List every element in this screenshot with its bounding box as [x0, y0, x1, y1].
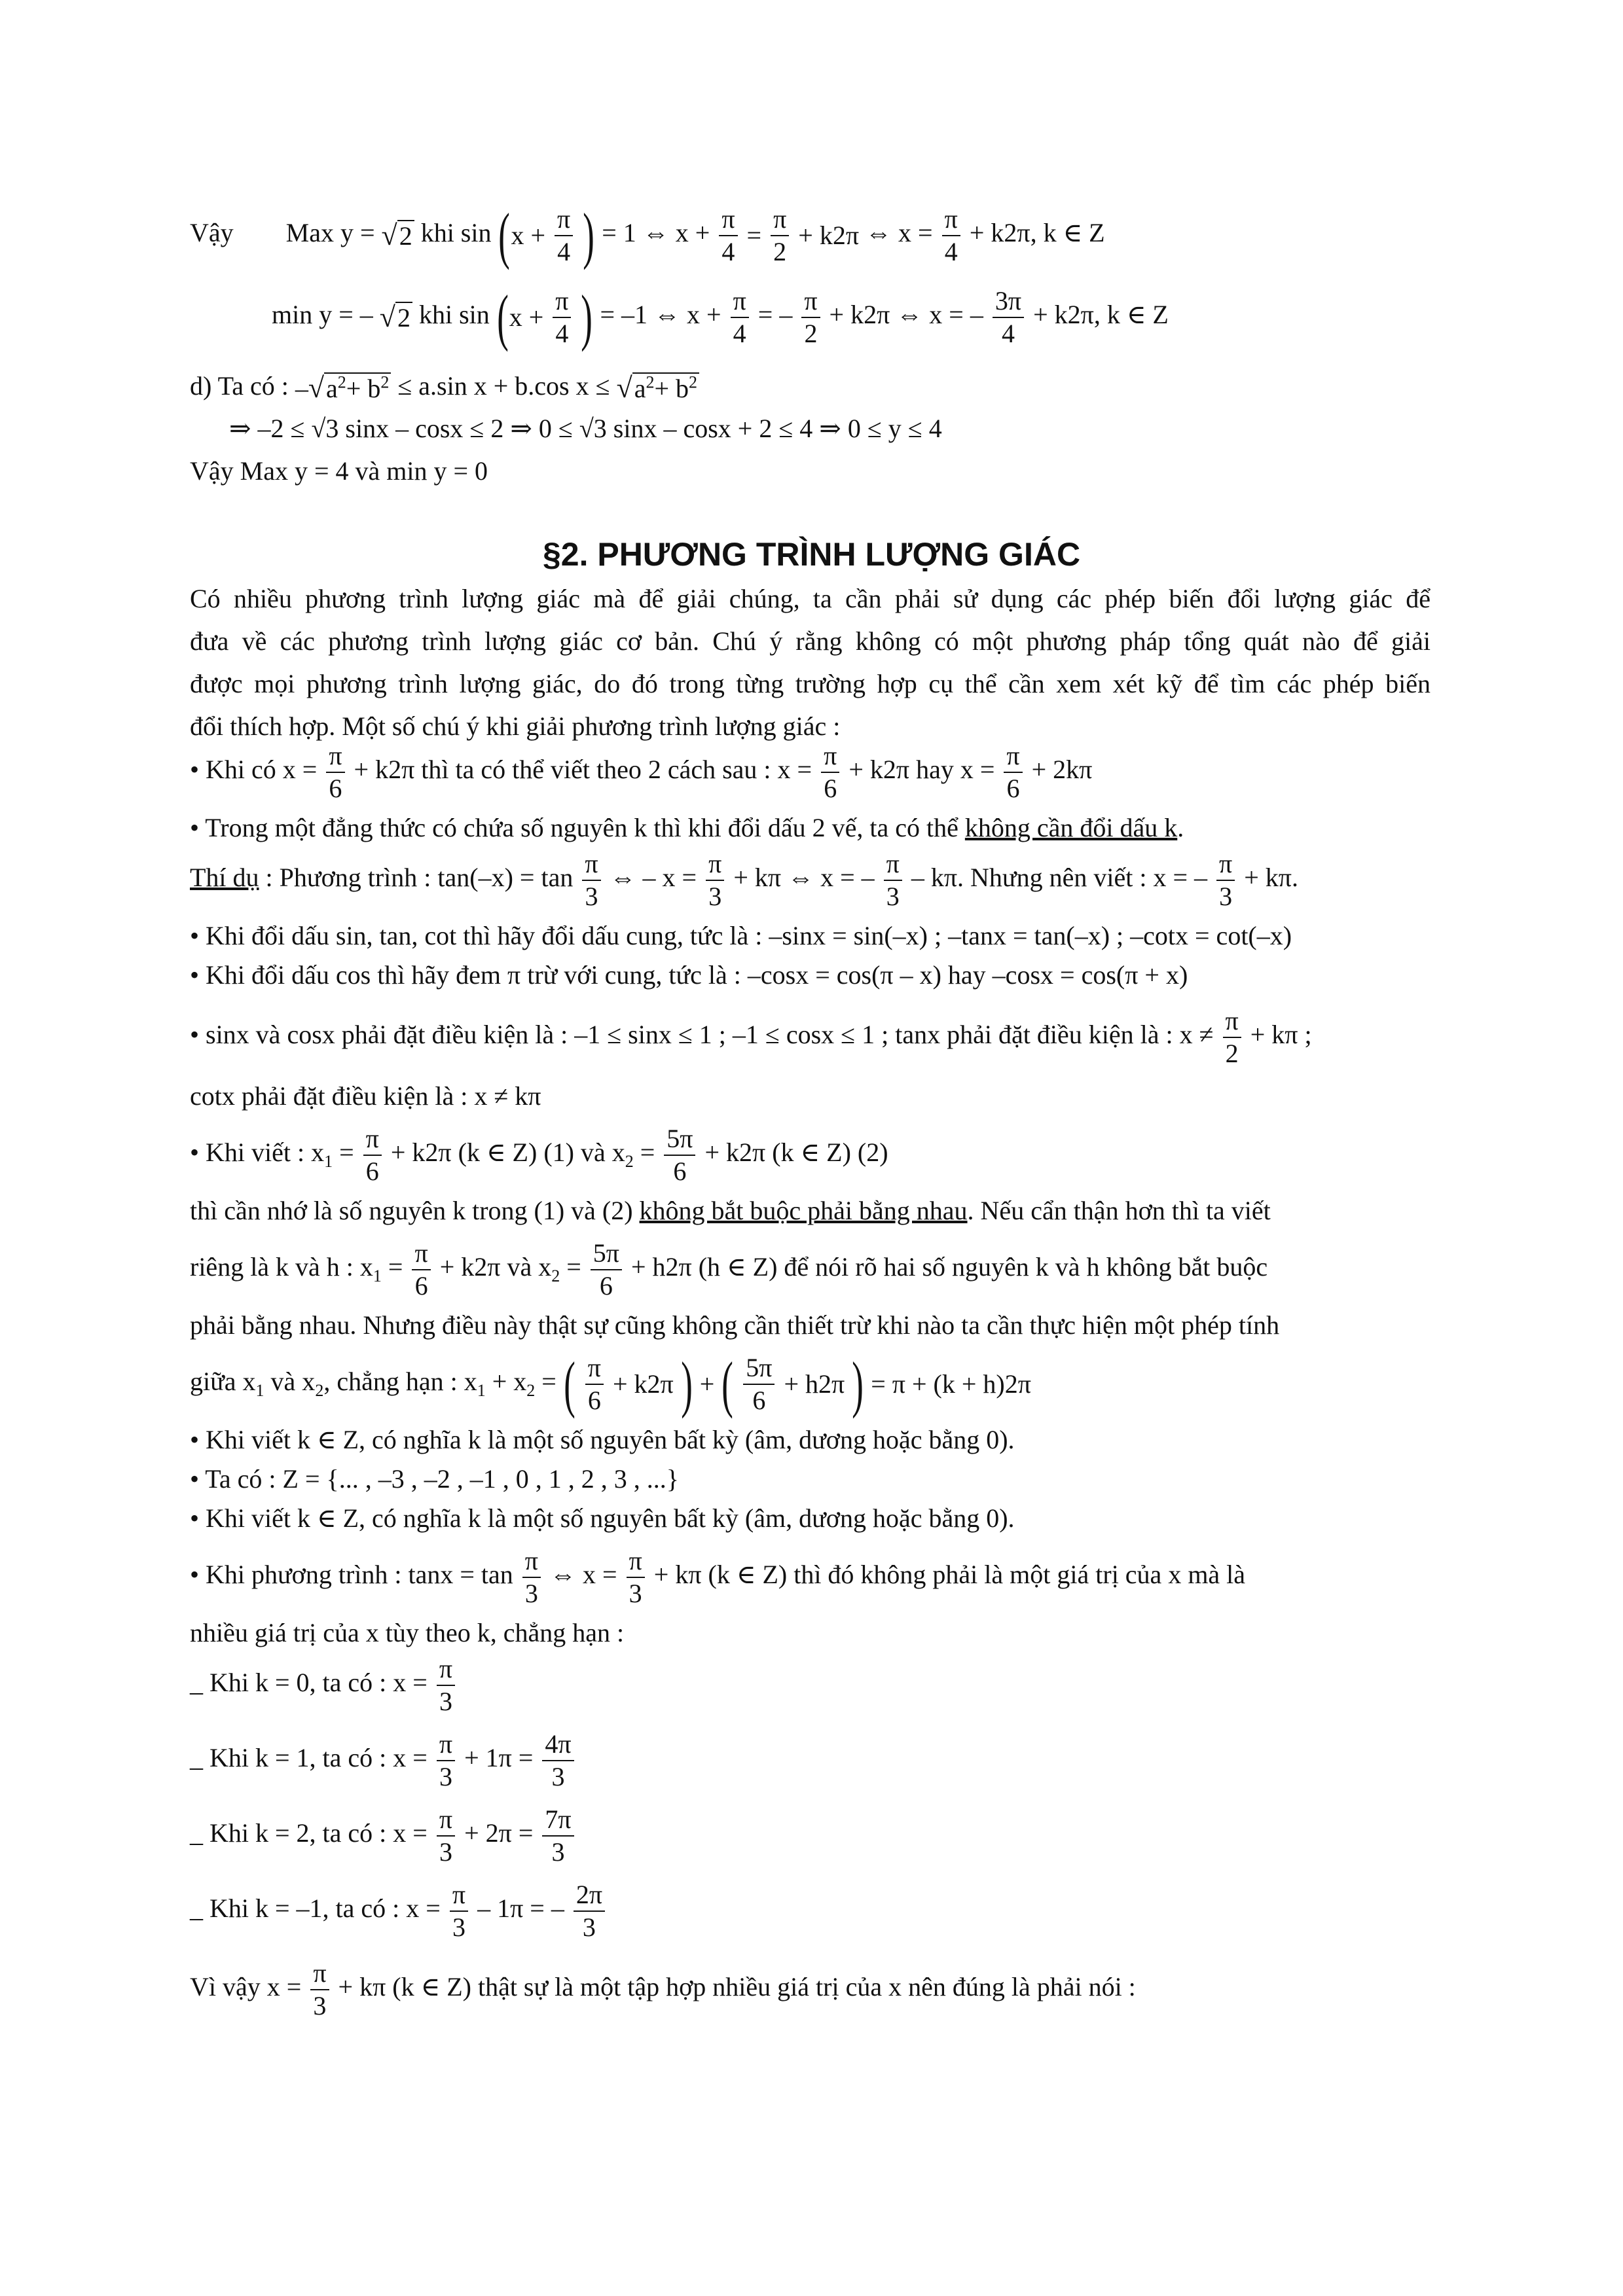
max-line: Vậy Max y = √2 khi sin (x + $\frac{\pi}{4}$ ) = 1 ⇔ x + $\frac{\pi}{4}$ = $\frac{\pi}{2}$ + k2π ⇔ x = $\frac{\pi}{4}$ + k2π, k ∈ Z [190, 200, 1105, 270]
k0-line: _ Khi k = 0, ta có : x = $\frac{\pi}{3}$ [190, 1656, 458, 1715]
bullet-7: • Khi viết k ∈ Z, có nghĩa k là một số nguyên bất kỳ (âm, dương hoặc bằng 0). [190, 1425, 1015, 1454]
vay-max-line: Vậy Max y = 4 và min y = 0 [190, 456, 488, 486]
bullet-10b: nhiều giá trị của x tùy theo k, chẳng hạn : [190, 1618, 625, 1647]
frac-pi-4: $\frac{\pi}{4}$ [555, 206, 573, 265]
bullet-9: • Khi viết k ∈ Z, có nghĩa k là một số nguyên bất kỳ (âm, dương hoặc bằng 0). [190, 1503, 1015, 1533]
section-title: §2. PHƯƠNG TRÌNH LƯỢNG GIÁC [542, 536, 1081, 573]
para-4: giữa $x_1$ và $x_2$, chẳng hạn : $x_1 + x_2$ = ( $\frac{\pi}{6}$ + k2π ) + ( $\frac{5\pi}{6}$ + h2π ) = π + (k + h)2π [190, 1349, 1031, 1419]
para-3: phải bằng nhau. Nhưng điều này thật sự cũng không cần thiết trừ khi nào ta cần thực hiện một phép tính [190, 1310, 1280, 1340]
bullet-3: • Khi đổi dấu sin, tan, cot thì hãy đổi dấu cung, tức là : –sinx = sin(–x) ; –tanx = tan(–x) ; –cotx = cot(–x) [190, 921, 1292, 950]
k2-line: _ Khi k = 2, ta có : x = $\frac{\pi}{3}$ + 2π = $\frac{7\pi}{3}$ [190, 1806, 577, 1865]
intro-line-1: Có nhiều phương trình lượng giác mà để giải chúng, ta cần phải sử dụng các phép biến đổi lượng giác để [190, 584, 1431, 613]
intro-line-3: được mọi phương trình lượng giác, do đó trong từng trường hợp cụ thể cần xem xét kỹ để tìm các phép biến [190, 669, 1431, 698]
k1-line: _ Khi k = 1, ta có : x = $\frac{\pi}{3}$ + 1π = $\frac{4\pi}{3}$ [190, 1731, 577, 1790]
bullet-4: • Khi đổi dấu cos thì hãy đem π trừ với cung, tức là : –cosx = cos(π – x) hay –cosx = cos(π + x) [190, 960, 1188, 990]
vay-label: Vậy [190, 218, 234, 248]
bullet-10: • Khi phương trình : tanx = tan $\frac{\pi}{3}$ ⇔ x = $\frac{\pi}{3}$ + kπ (k ∈ Z) thì đó không phải là một giá trị của x mà là [190, 1546, 1246, 1608]
bullet-1: • Khi có x = $\frac{\pi}{6}$ + k2π thì ta có thể viết theo 2 cách sau : x = $\frac{\pi}{6}$ + k2π hay x = $\frac{\pi}{6}$ + 2kπ [190, 741, 1093, 803]
bullet-5: • sinx và cosx phải đặt điều kiện là : –1 ≤ sinx ≤ 1 ; –1 ≤ cosx ≤ 1 ; tanx phải đặt điều kiện là : x ≠ $\frac{\pi}{2}$ + kπ ; [190, 1006, 1312, 1068]
para-1: thì cần nhớ là số nguyên k trong (1) và (2) không bắt buộc phải bằng nhau. Nếu cẩn thận hơn thì ta viết [190, 1196, 1271, 1225]
intro-line-4: đổi thích hợp. Một số chú ý khi giải phương trình lượng giác : [190, 711, 841, 741]
bullet-2: • Trong một đẳng thức có chứa số nguyên k thì khi đổi dấu 2 vế, ta có thể không cần đổi dấu k. [190, 813, 1184, 842]
example-line: Thí dụ : Phương trình : tan(–x) = tan $\frac{\pi}{3}$ ⇔ – x = $\frac{\pi}{3}$ + kπ ⇔ x = – $\frac{\pi}{3}$ – kπ. Nhưng nên viết : x = – $\frac{\pi}{3}$ + kπ. [190, 849, 1298, 911]
last-line: Vì vậy x = $\frac{\pi}{3}$ + kπ (k ∈ Z) thật sự là một tập hợp nhiều giá trị của x nên đúng là phải nói : [190, 1958, 1136, 2020]
min-line: min y = – √2 khi sin (x + $\frac{\pi}{4}$ ) = –1 ⇔ x + $\frac{\pi}{4}$ = – $\frac{\pi}{2}$ + k2π ⇔ x = – $\frac{3\pi}{4}$ + k2π, k ∈ Z [272, 282, 1169, 352]
sqrt-2: √2 [382, 219, 414, 253]
d-line: d) Ta có : $-√a^2+ b^2 \le a.\sin$ x + b.cos $x \le √a^2+ b^2$ [190, 370, 699, 405]
km1-line: _ Khi k = –1, ta có : x = $\frac{\pi}{3}$ – 1π = – $\frac{2\pi}{3}$ [190, 1882, 608, 1941]
implication-line: ⇒ –2 ≤ √3 sinx – cosx ≤ 2 ⇒ 0 ≤ √3 sinx – cosx + 2 ≤ 4 ⇒ 0 ≤ y ≤ 4 [229, 414, 942, 443]
bullet-8: • Ta có : Z = {... , –3 , –2 , –1 , 0 , 1 , 2 , 3 , ...} [190, 1464, 679, 1494]
para-2: riêng là k và h : $x_1$ = $\frac{\pi}{6}$ + k2π và $x_2$ = $\frac{5\pi}{6}$ + h2π (h ∈ Z) để nói rõ hai số nguyên k và h không bắt buộc [190, 1238, 1268, 1300]
bullet-6: • Khi viết : $x_1$ = $\frac{\pi}{6}$ + k2π (k ∈ Z) (1) và $x_2$ = $\frac{5\pi}{6}$ + k2π (k ∈ Z) (2) [190, 1124, 888, 1186]
intro-line-2: đưa về các phương trình lượng giác cơ bản. Chú ý rằng không có một phương pháp tổng quát nào để giải [190, 626, 1431, 656]
bullet-5b: cotx phải đặt điều kiện là : x ≠ kπ [190, 1081, 541, 1111]
